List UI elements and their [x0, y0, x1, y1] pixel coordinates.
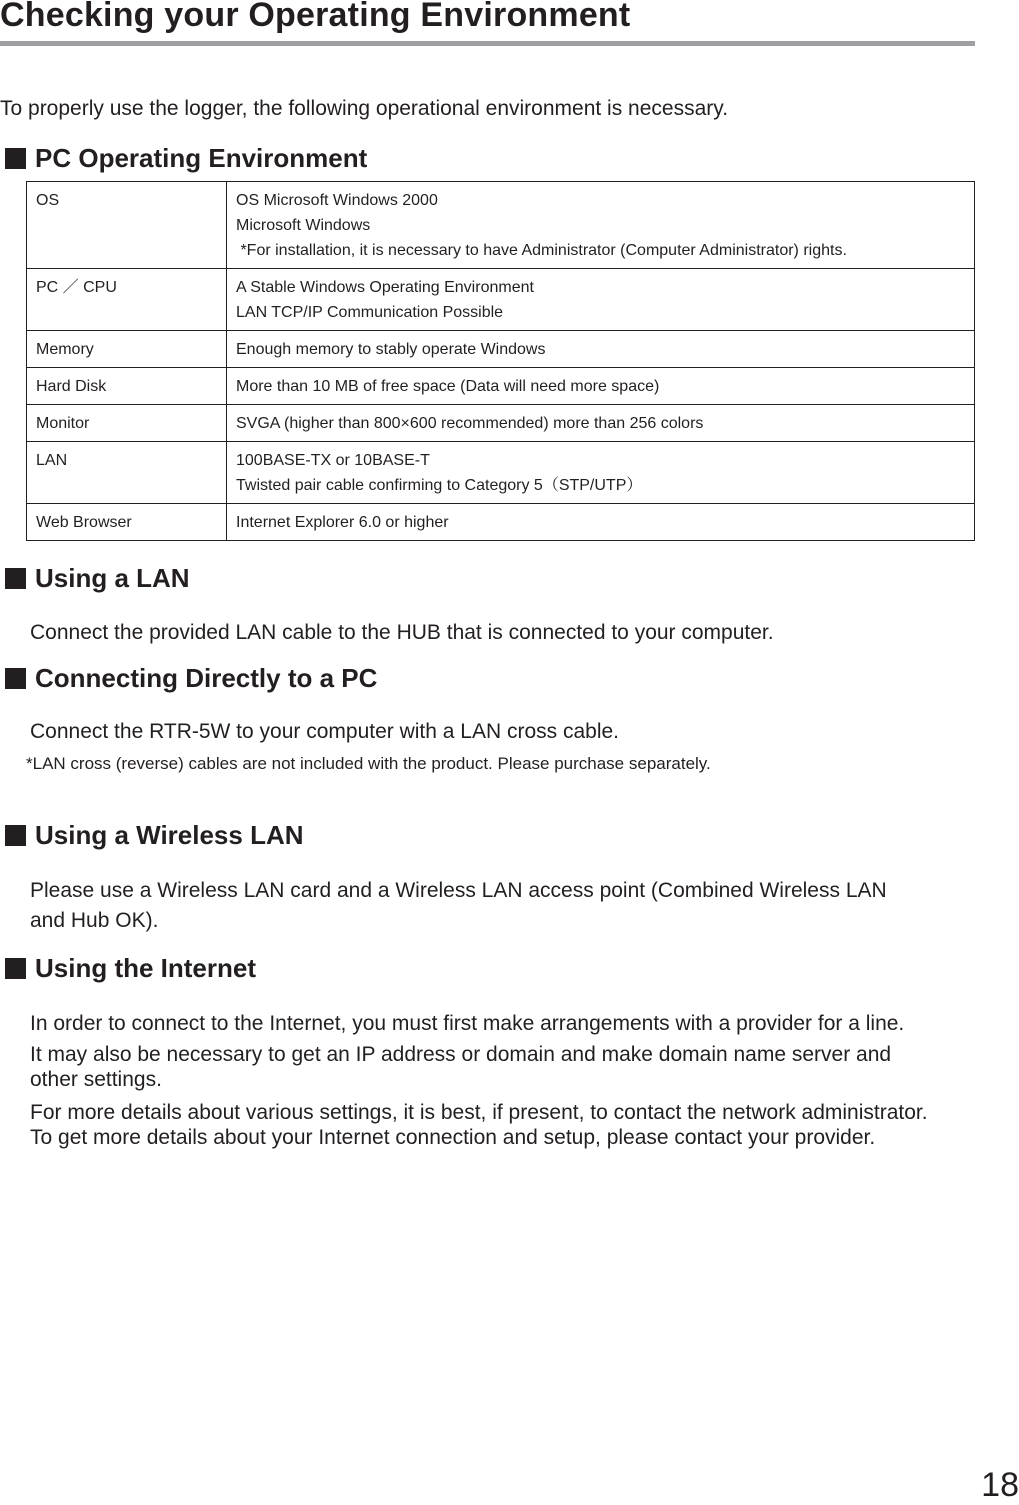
wireless-heading-text: Using a Wireless LAN	[35, 820, 304, 850]
direct-heading	[0, 663, 377, 694]
pc-env-label: Web Browser	[27, 504, 227, 541]
pc-env-value	[227, 269, 975, 331]
wireless-line-1: Please use a Wireless LAN card and a Wireless LAN access point (Combined Wireless LAN	[30, 879, 887, 902]
pc-env-value-line: *For installation, it is necessary to have Administrator (Computer Administrator) rights.	[236, 242, 847, 259]
pc-env-row	[27, 405, 975, 442]
pc-env-value-line: Twisted pair cable confirming to Category 5（STP/UTP）	[236, 477, 643, 494]
direct-heading-text: Connecting Directly to a PC	[35, 663, 378, 693]
square-bullet-icon	[5, 668, 26, 689]
lan-heading-text: Using a LAN	[35, 563, 190, 593]
lan-text: Connect the provided LAN cable to the HUB that is connected to your computer.	[30, 621, 774, 644]
pc-env-value-line: 100BASE-TX or 10BASE-T	[236, 452, 430, 469]
pc-env-label: Monitor	[27, 405, 227, 442]
page-title: Checking your Operating Environment	[0, 0, 631, 34]
pc-env-label: Hard Disk	[27, 368, 227, 405]
internet-line-1: In order to connect to the Internet, you must first make arrangements with a provider for a line.	[30, 1012, 905, 1035]
page-number: 18	[981, 1466, 1019, 1504]
pc-env-value-line: A Stable Windows Operating Environment	[236, 279, 534, 296]
internet-line-2: It may also be necessary to get an IP address or domain and make domain name server and	[30, 1043, 892, 1066]
pc-env-label: OS	[27, 182, 227, 269]
square-bullet-icon	[5, 958, 26, 979]
internet-line-5: To get more details about your Internet connection and setup, please contact your provider.	[30, 1126, 876, 1149]
pc-env-label: PC ／ CPU	[27, 269, 227, 331]
lan-heading	[0, 563, 190, 594]
pc-env-row	[27, 504, 975, 541]
pc-env-value	[227, 182, 975, 269]
pc-env-value	[227, 504, 975, 541]
pc-env-value	[227, 442, 975, 504]
internet-line-3: other settings.	[30, 1068, 162, 1091]
pc-env-value	[227, 405, 975, 442]
pc-env-row	[27, 331, 975, 368]
pc-env-heading-text: PC Operating Environment	[35, 143, 368, 173]
pc-env-label: LAN	[27, 442, 227, 504]
pc-env-value-line: SVGA (higher than 800×600 recommended) more than 256 colors	[236, 415, 704, 432]
intro-text: To properly use the logger, the following operational environment is necessary.	[0, 97, 729, 120]
pc-env-value-line: Enough memory to stably operate Windows	[236, 341, 546, 358]
internet-heading	[0, 953, 256, 984]
pc-env-value-line: More than 10 MB of free space (Data will need more space)	[236, 378, 660, 395]
pc-env-value-line: Internet Explorer 6.0 or higher	[236, 514, 449, 531]
direct-note: *LAN cross (reverse) cables are not included with the product. Please purchase separately.	[26, 754, 711, 773]
internet-heading-text: Using the Internet	[35, 953, 257, 983]
pc-env-value	[227, 368, 975, 405]
pc-env-row	[27, 368, 975, 405]
pc-env-row	[27, 269, 975, 331]
title-rule	[0, 41, 975, 46]
direct-text: Connect the RTR-5W to your computer with a LAN cross cable.	[30, 720, 620, 743]
square-bullet-icon	[5, 825, 26, 846]
wireless-heading	[0, 820, 304, 851]
pc-env-value-line: Microsoft Windows	[236, 217, 371, 234]
square-bullet-icon	[5, 568, 26, 589]
pc-env-row	[27, 182, 975, 269]
square-bullet-icon	[5, 148, 26, 169]
pc-env-label: Memory	[27, 331, 227, 368]
pc-env-heading	[0, 143, 367, 174]
pc-env-value-line: LAN TCP/IP Communication Possible	[236, 304, 504, 321]
pc-env-value-line: OS Microsoft Windows 2000	[236, 192, 438, 209]
pc-env-value	[227, 331, 975, 368]
pc-env-table	[26, 181, 975, 541]
wireless-line-2: and Hub OK).	[30, 909, 159, 932]
pc-env-row	[27, 442, 975, 504]
internet-line-4: For more details about various settings, it is best, if present, to contact the network administrator.	[30, 1101, 928, 1124]
